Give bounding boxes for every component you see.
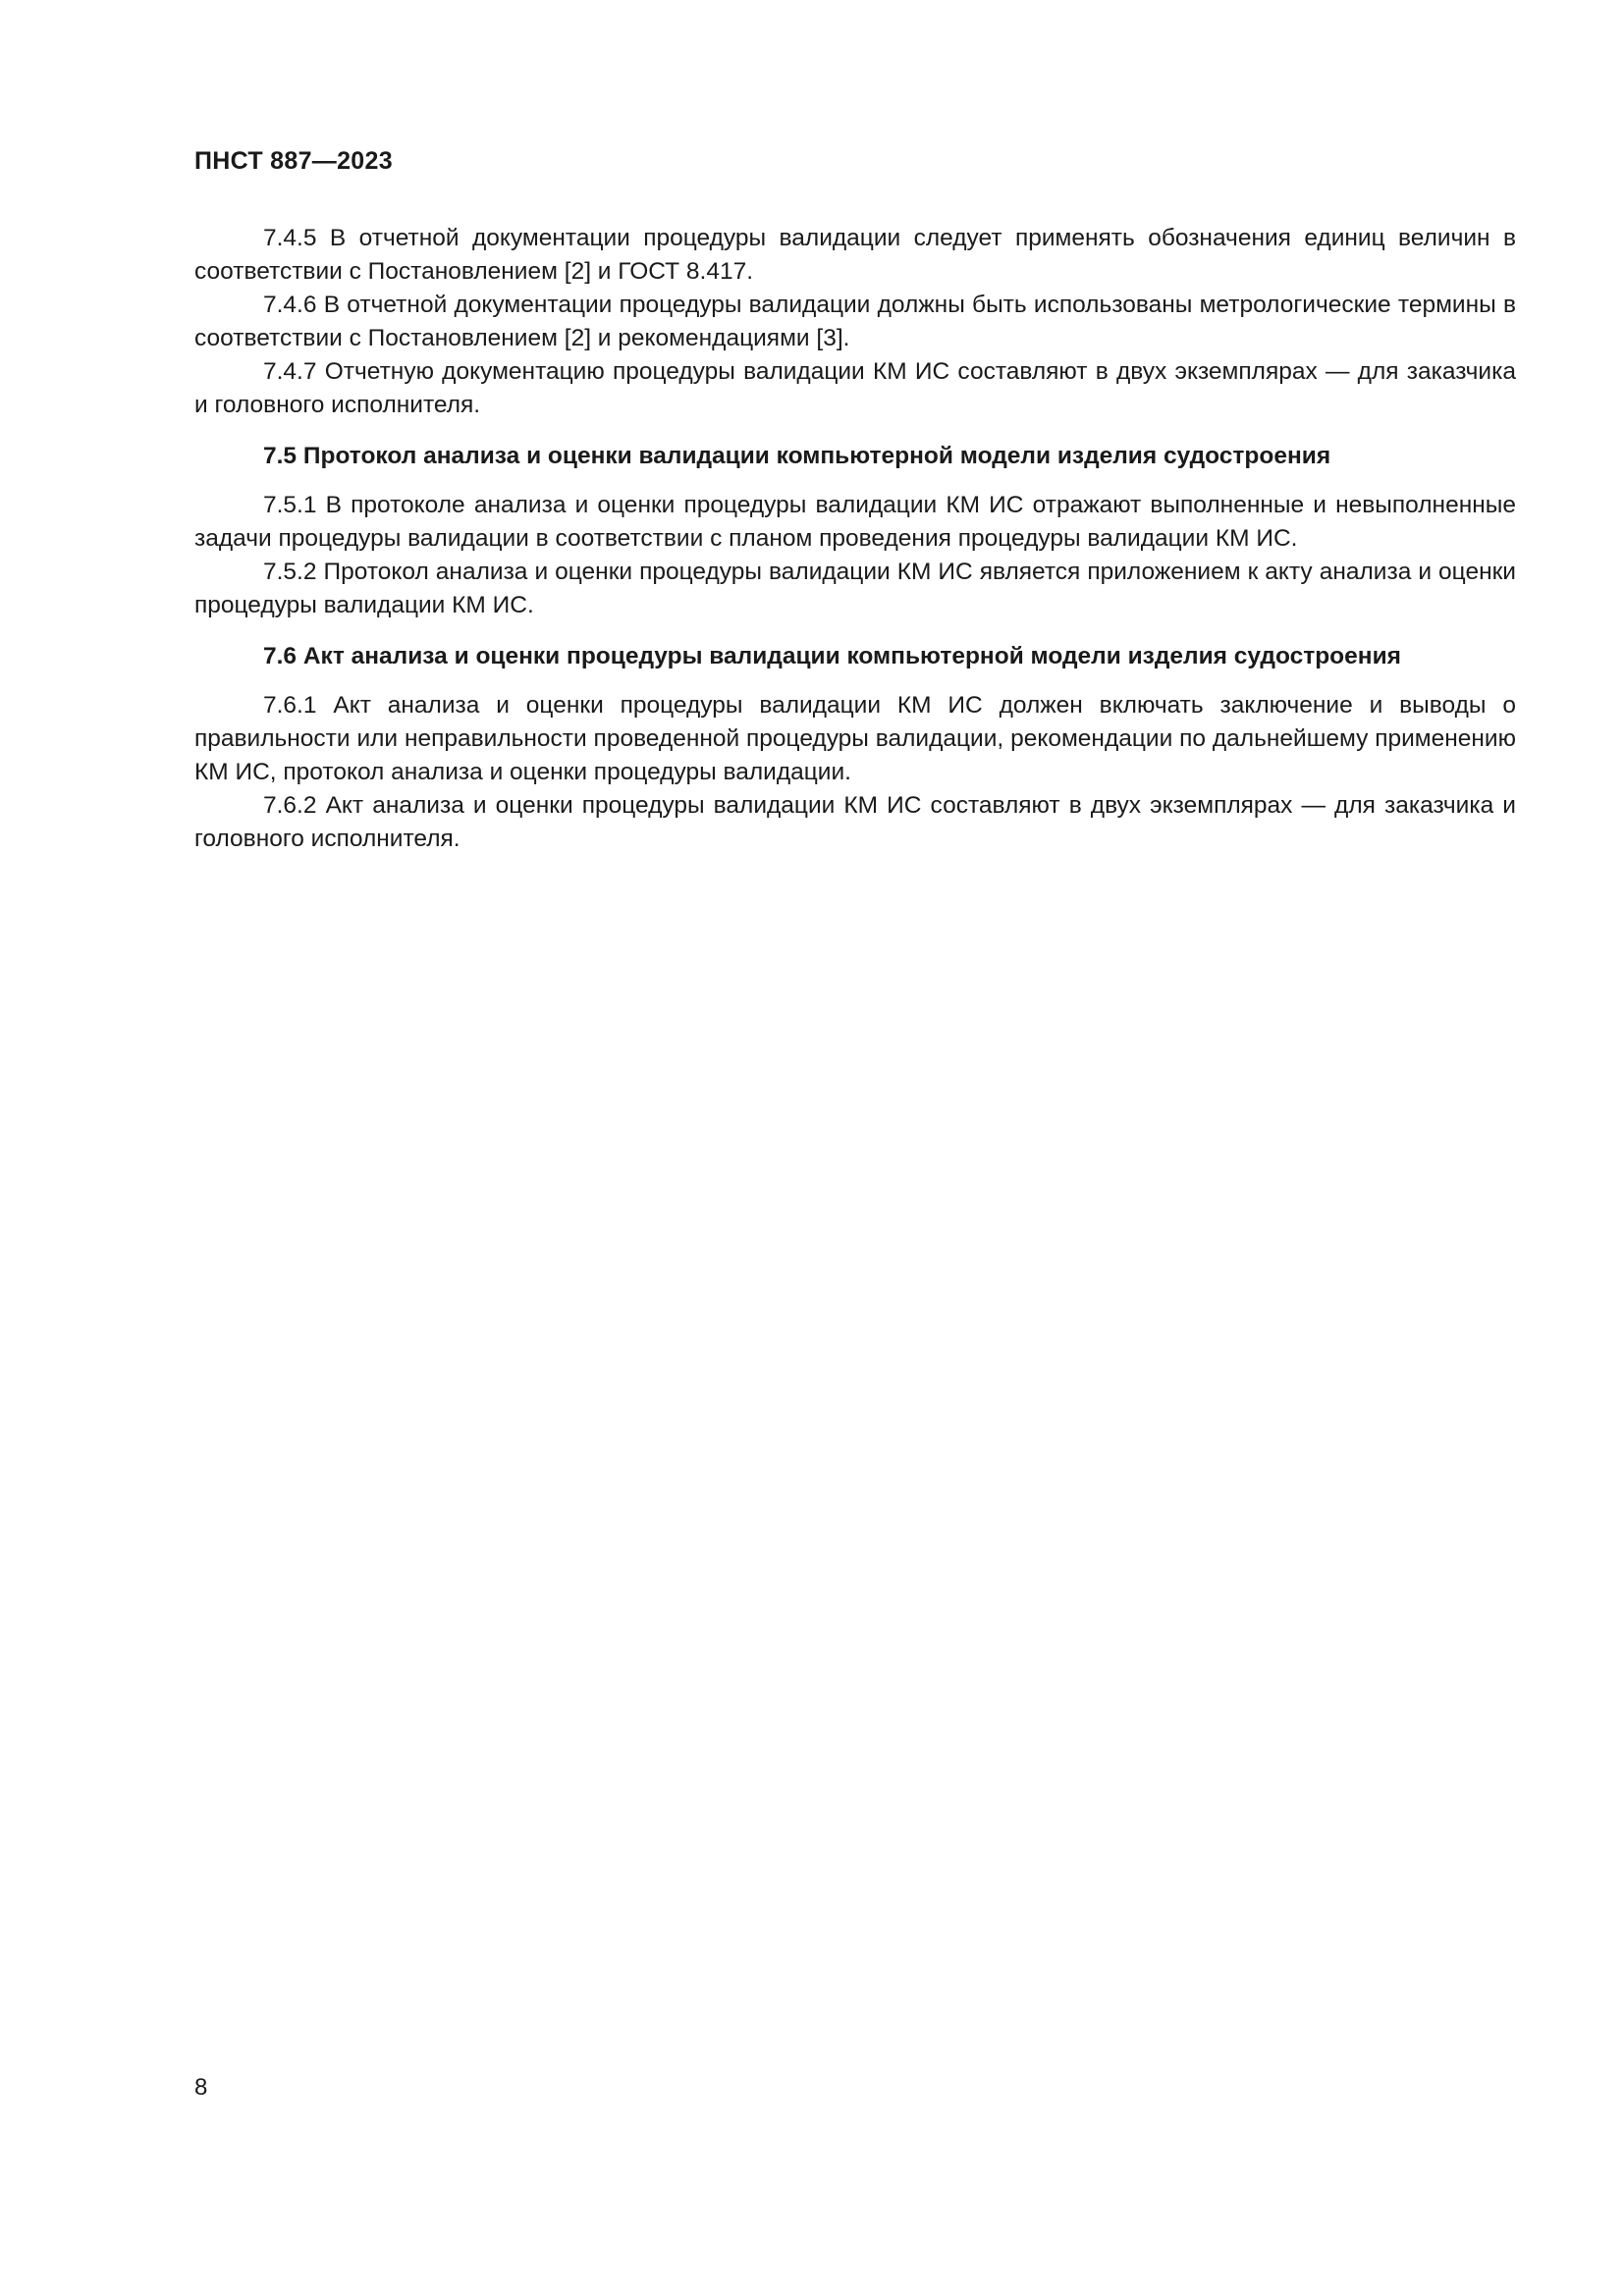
paragraph-7-5-2: 7.5.2 Протокол анализа и оценки процедуры валидации КМ ИС является приложением к акту анализа и оценки процедуры валидации КМ ИС. (194, 559, 1516, 618)
paragraph-7-6-2: 7.6.2 Акт анализа и оценки процедуры валидации КМ ИС составляют в двух экземплярах — для заказчика и головного исполнителя. (194, 792, 1516, 852)
section-heading-7-6: 7.6 Акт анализа и оценки процедуры валидации компьютерной модели изделия судостроения (263, 643, 1401, 669)
paragraph-7-4-6: 7.4.6 В отчетной документации процедуры валидации должны быть использованы метрологические термины в соответствии с Постановлением [2] и рекомендациями [3]. (194, 292, 1516, 351)
paragraph-7-4-7: 7.4.7 Отчетную документацию процедуры валидации КМ ИС составляют в двух экземплярах — для заказчика и головного исполнителя. (194, 358, 1516, 418)
paragraph-7-5-1: 7.5.1 В протоколе анализа и оценки процедуры валидации КМ ИС отражают выполненные и невыполненные задачи процедуры валидации в соответствии с планом проведения процедуры валидации КМ ИС. (194, 492, 1516, 552)
document-code-header: ПНСТ 887—2023 (194, 147, 393, 175)
section-heading-7-5: 7.5 Протокол анализа и оценки валидации компьютерной модели изделия судостроения (263, 443, 1331, 469)
paragraph-7-4-5: 7.4.5 В отчетной документации процедуры валидации следует применять обозначения единиц величин в соответствии с Постановлением [2] и ГОСТ 8.417. (194, 225, 1516, 285)
paragraph-7-6-1: 7.6.1 Акт анализа и оценки процедуры валидации КМ ИС должен включать заключение и выводы о правильности или неправильности проведенной процедуры валидации, рекомендации по дальнейшему применению КМ ИС, протокол анализа и оценки процедуры валидации. (194, 692, 1516, 785)
document-body (194, 222, 1516, 856)
page-number: 8 (194, 2074, 208, 2101)
